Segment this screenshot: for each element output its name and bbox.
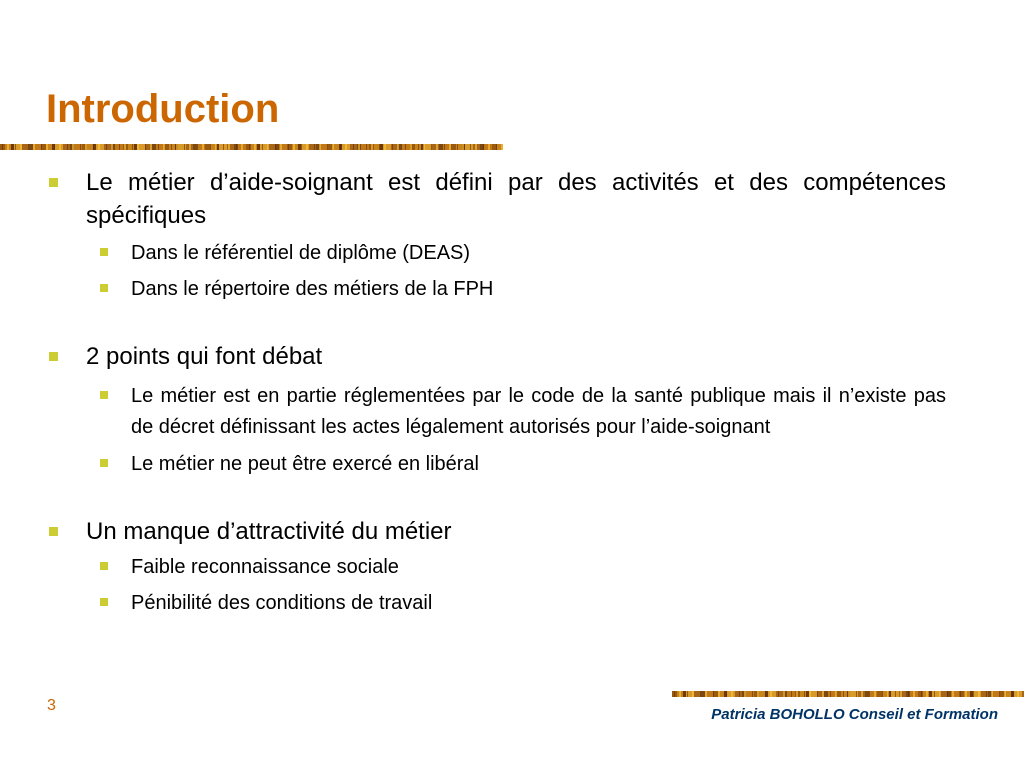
bullet-text: 2 points qui font débat [86, 343, 323, 370]
sub-bullet-item [46, 588, 946, 618]
square-bullet-icon [100, 598, 108, 606]
sub-bullet-text: Le métier est en partie réglementées par le code de la santé publique mais il n’existe pas de décret définissant les actes légalement autorisés pour l’aide-soignant [131, 385, 946, 438]
bullet-item [46, 166, 946, 232]
bullet-item [46, 340, 946, 373]
sub-bullet-text: Faible reconnaissance sociale [131, 556, 399, 578]
square-bullet-icon [49, 352, 58, 361]
square-bullet-icon [100, 248, 108, 256]
sub-bullet-item [46, 238, 946, 268]
square-bullet-icon [49, 178, 58, 187]
square-bullet-icon [100, 391, 108, 399]
bullet-text: Le métier d’aide-soignant est défini par des activités et des compétences spécifiques [86, 169, 946, 229]
decorative-band-top [0, 144, 503, 150]
decorative-band-bottom [672, 691, 1024, 697]
sub-bullet-text: Le métier ne peut être exercé en libéral [131, 453, 479, 475]
sub-bullet-item [46, 381, 946, 443]
square-bullet-icon [100, 459, 108, 467]
square-bullet-icon [49, 527, 58, 536]
sub-bullet-text: Dans le répertoire des métiers de la FPH [131, 278, 494, 300]
sub-bullet-item [46, 274, 946, 304]
bullet-item [46, 515, 946, 548]
slide-title: Introduction [46, 87, 280, 131]
square-bullet-icon [100, 284, 108, 292]
footer-author: Patricia BOHOLLO Conseil et Formation [711, 706, 998, 723]
bullet-text: Un manque d’attractivité du métier [86, 518, 452, 545]
sub-bullet-text: Dans le référentiel de diplôme (DEAS) [131, 242, 471, 264]
sub-bullet-text: Pénibilité des conditions de travail [131, 592, 433, 614]
square-bullet-icon [100, 562, 108, 570]
slide-content [46, 166, 946, 618]
sub-bullet-item [46, 449, 946, 479]
sub-bullet-item [46, 552, 946, 582]
page-number: 3 [47, 697, 56, 714]
